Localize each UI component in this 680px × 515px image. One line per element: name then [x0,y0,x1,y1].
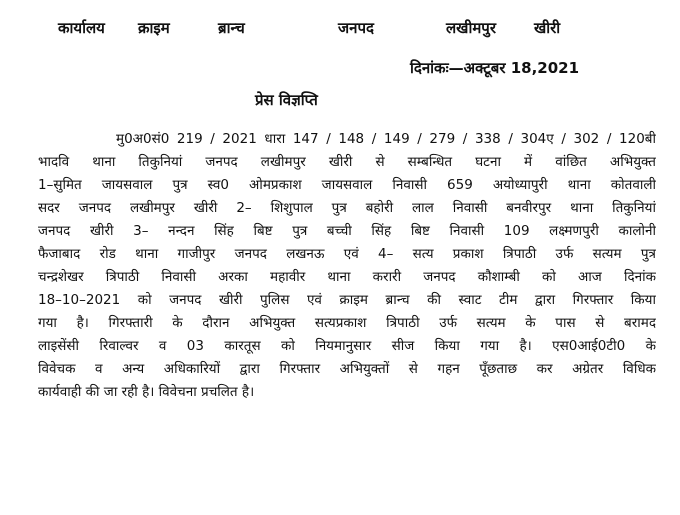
body-line: सदर जनपद लखीमपुर खीरी 2– शिशुपाल पुत्र बहोरी लाल निवासी बनवीरपुर थाना तिकुनियां [38,200,656,216]
body-line: भादवि थाना तिकुनियां जनपद लखीमपुर खीरी से सम्बन्धित घटना में वांछित अभियुक्त [38,154,656,170]
body-line: लाइसेंसी रिवाल्वर व 03 कारतूस को नियमानुसार सीज किया गया है। एस0आई0टी0 के [38,338,656,354]
body-line: मु0अ0सं0 219 / 2021 धारा 147 / 148 / 149 / 279 / 338 / 304ए / 302 / 120बी [116,131,656,147]
body-line: चन्द्रशेखर त्रिपाठी निवासी अरका महावीर थाना करारी जनपद कौशाम्बी को आज दिनांक [38,269,656,285]
header-branch: ब्रान्च [218,19,245,37]
body-line: जनपद खीरी 3– नन्दन सिंह बिष्ट पुत्र बच्ची सिंह बिष्ट निवासी 109 लक्ष्मणपुरी कालोनी [38,223,656,239]
body-line: कार्यवाही की जा रही है। विवेचना प्रचलित है। [38,384,255,400]
header-district: जनपद [338,19,374,37]
page-title: प्रेस विज्ञप्ति [255,91,318,109]
header-crime: क्राइम [138,19,170,37]
body-line: विवेचक व अन्य अधिकारियों द्वारा गिरफ्तार अभियुक्तों से गहन पूँछताछ कर अग्रेतर विधिक [38,361,656,377]
header-city: लखीमपुर [446,19,496,37]
body-line: गया है। गिरफ्तारी के दौरान अभियुक्त सत्यप्रकाश त्रिपाठी उर्फ सत्यम के पास से बरामद [38,315,656,331]
date-line: दिनांकः—अक्टूबर 18,2021 [410,59,580,77]
body-line: 1–सुमित जायसवाल पुत्र स्व0 ओमप्रकाश जायसवाल निवासी 659 अयोध्यापुरी थाना कोतवाली [38,177,656,193]
header-kheri: खीरी [534,19,561,37]
body-line: 18–10–2021 को जनपद खीरी पुलिस एवं क्राइम ब्रान्च की स्वाट टीम द्वारा गिरफ्तार किया [38,292,656,308]
body-text [38,128,656,404]
body-line: फैजाबाद रोड थाना गाजीपुर जनपद लखनऊ एवं 4– सत्य प्रकाश त्रिपाठी उर्फ सत्यम पुत्र [38,246,656,262]
header-office: कार्यालय [58,19,105,37]
